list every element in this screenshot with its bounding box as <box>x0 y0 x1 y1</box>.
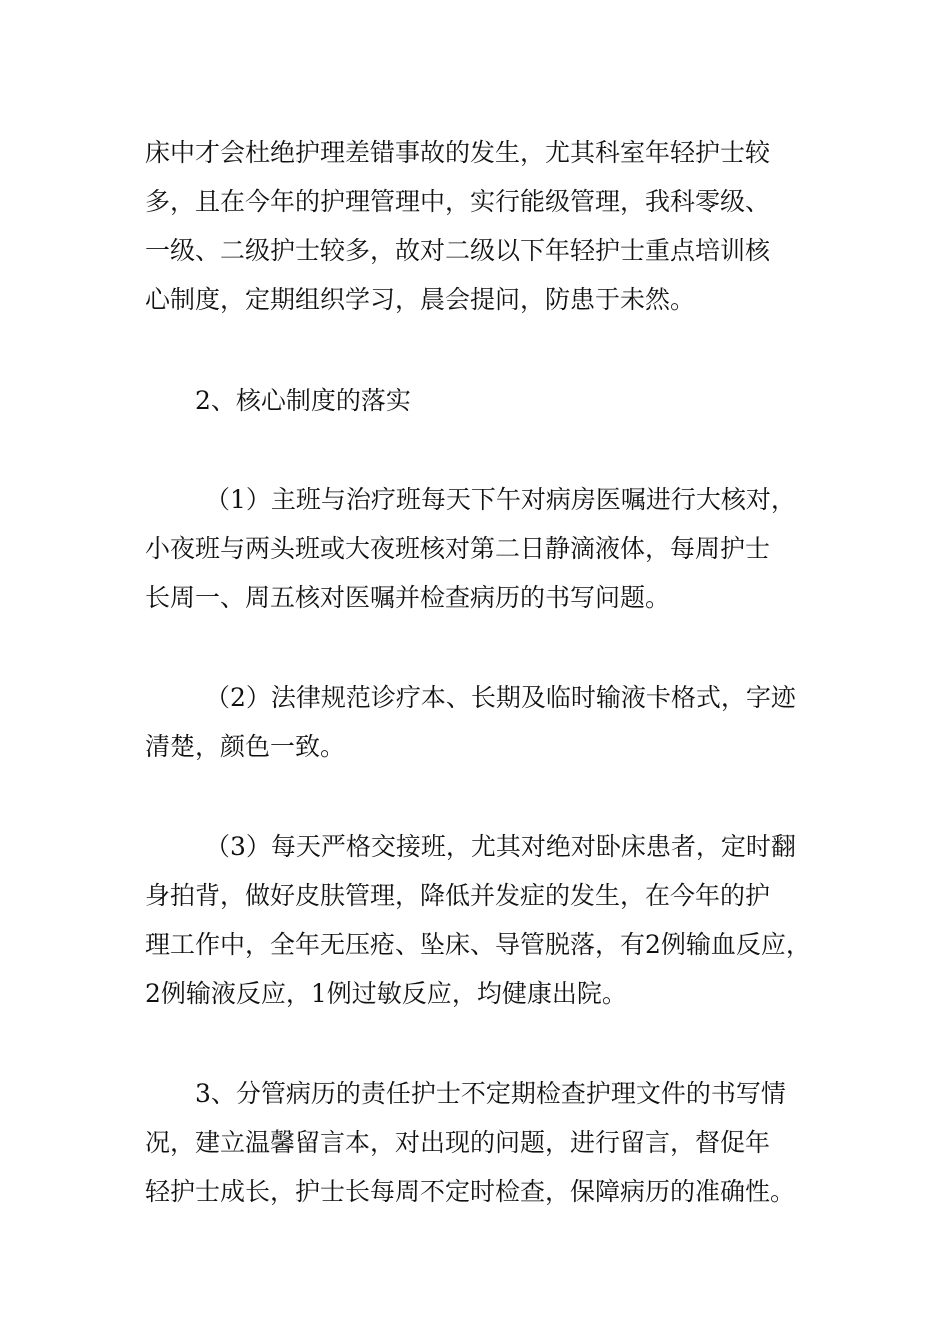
text-line: 床中才会杜绝护理差错事故的发生，尤其科室年轻护士较 <box>145 138 771 167</box>
text-line: 心制度，定期组织学习，晨会提问，防患于未然。 <box>145 285 696 314</box>
section-heading-core-system <box>145 376 815 425</box>
paragraph-section-3 <box>145 1069 815 1216</box>
paragraph-item-2 <box>145 673 815 771</box>
text-line: 况，建立温馨留言本，对出现的问题，进行留言，督促年 <box>145 1128 771 1157</box>
text-line: 清楚，颜色一致。 <box>145 732 346 761</box>
paragraph-continuation <box>145 128 815 324</box>
text-line: 长周一、周五核对医嘱并检查病历的书写问题。 <box>145 583 671 612</box>
text-line: 2例输液反应，1例过敏反应，均健康出院。 <box>145 979 627 1008</box>
text-line: 一级、二级护士较多，故对二级以下年轻护士重点培训核 <box>145 236 771 265</box>
text-line: （2）法律规范诊疗本、长期及临时输液卡格式，字迹 <box>205 683 796 712</box>
paragraph-item-1 <box>145 475 815 622</box>
text-line: 小夜班与两头班或大夜班核对第二日静滴液体，每周护士 <box>145 534 771 563</box>
text-line: 3、分管病历的责任护士不定期检查护理文件的书写情 <box>195 1079 786 1108</box>
text-line: 身拍背，做好皮肤管理，降低并发症的发生，在今年的护 <box>145 881 771 910</box>
text-line: 多，且在今年的护理管理中，实行能级管理，我科零级、 <box>145 187 771 216</box>
text-line: （3）每天严格交接班，尤其对绝对卧床患者，定时翻 <box>205 832 796 861</box>
text-line: 2、核心制度的落实 <box>195 386 411 415</box>
paragraph-item-3 <box>145 822 815 1018</box>
text-line: （1）主班与治疗班每天下午对病房医嘱进行大核对， <box>205 485 796 514</box>
text-line: 轻护士成长，护士长每周不定时检查，保障病历的准确性。 <box>145 1177 796 1206</box>
text-line: 理工作中，全年无压疮、坠床、导管脱落，有2例输血反应， <box>145 930 811 959</box>
